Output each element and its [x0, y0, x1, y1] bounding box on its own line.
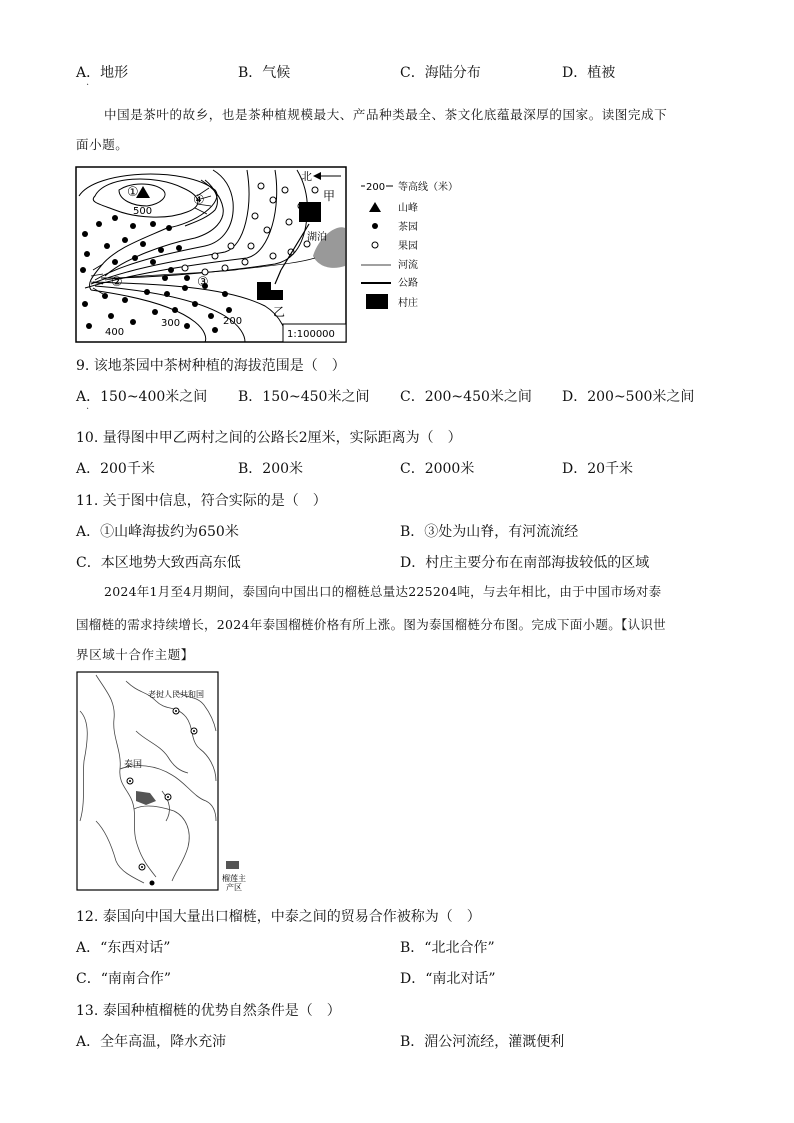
passage2-line2: 国榴梿的需求持续增长，2024年泰国榴梿价格有所上涨。图为泰国榴梿分布图。完成下面小题。【认识世: [76, 617, 666, 632]
legend-orchard-label: 果园: [398, 241, 418, 252]
passage1-line2: 面小题。: [76, 137, 129, 152]
contour-400-label: 400: [105, 327, 125, 338]
point-1-label: ①: [127, 185, 139, 200]
q10-option-c[interactable]: C．2000米: [400, 461, 475, 477]
q13-stem: 13. 泰国种植榴梿的优势自然条件是（ ）: [76, 1003, 341, 1019]
q9-option-d[interactable]: D．200~500米之间: [562, 389, 695, 405]
legend-contour-value: 200: [366, 182, 386, 193]
passage1-line1: 中国是茶叶的故乡，也是茶种植规模最大、产品种类最全、茶文化底蕴最深厚的国家。读图完成下: [104, 107, 668, 122]
q11-option-a[interactable]: A．①山峰海拔约为650米: [76, 524, 239, 540]
q8-option-a[interactable]: A．地形: [76, 65, 129, 81]
thailand-durian-map: [76, 671, 256, 893]
village-jia-icon: [299, 202, 321, 222]
legend-village-label: 村庄: [398, 298, 418, 309]
q10-stem: 10. 量得图中甲乙两村之间的公路长2厘米，实际距离为（ ）: [76, 430, 462, 446]
q10-option-b[interactable]: B．200米: [238, 461, 304, 477]
q9-option-c[interactable]: C．200~450米之间: [400, 389, 532, 405]
q11-stem: 11. 关于图中信息，符合实际的是（ ）: [76, 493, 327, 509]
q8-option-d[interactable]: D．植被: [562, 65, 616, 81]
city-marker: [150, 881, 155, 886]
q12-stem: 12. 泰国向中国大量出口榴梿，中泰之间的贸易合作被称为（ ）: [76, 909, 481, 925]
lake-label: 湖泊: [307, 232, 327, 243]
legend-orchard-icon: [372, 242, 378, 248]
q13-option-b[interactable]: B．湄公河流经，灌溉便利: [400, 1034, 565, 1050]
legend-contour-label: 等高线（米）: [398, 182, 458, 193]
q11-option-c[interactable]: C．本区地势大致西高东低: [76, 555, 241, 571]
country-label: 老挝人民共和国: [148, 690, 204, 699]
point-2-label: ②: [111, 275, 123, 290]
q9-stem: 9. 该地茶园中茶树种植的海拔范围是（ ）: [76, 358, 346, 374]
bullet-mark: ·: [86, 404, 90, 415]
contour-500-label: 500: [133, 206, 153, 217]
q8-option-c[interactable]: C．海陆分布: [400, 65, 481, 81]
q10-option-a[interactable]: A．200千米: [76, 461, 155, 477]
map-frame: [77, 672, 218, 890]
q8-option-b[interactable]: B．气候: [238, 65, 291, 81]
q11-option-d[interactable]: D．村庄主要分布在南部海拔较低的区域: [400, 555, 650, 571]
scale-label: 1:100000: [287, 329, 335, 340]
q12-option-a[interactable]: A．“东西对话”: [76, 940, 171, 956]
q13-option-a[interactable]: A．全年高温，降水充沛: [76, 1034, 227, 1050]
point-4-label: ④: [193, 193, 205, 208]
legend-durian-line1: 榴莲主: [222, 874, 246, 883]
q9-option-a[interactable]: A．150~400米之间: [76, 389, 208, 405]
contour-300-label: 300: [161, 318, 181, 329]
label-yi: 乙: [273, 305, 286, 319]
contour-200-label: 200: [223, 316, 243, 327]
passage2-line3: 界区域十合作主题】: [76, 647, 194, 662]
legend-tea-icon: [372, 223, 378, 229]
q9-option-b[interactable]: B．150~450米之间: [238, 389, 370, 405]
q12-option-c[interactable]: C．“南南合作”: [76, 971, 172, 987]
legend-peak-icon: [369, 202, 381, 212]
legend-village-icon: [366, 294, 388, 309]
legend-road-label: 公路: [398, 278, 418, 289]
label-jia: 甲: [323, 189, 336, 203]
q11-option-b[interactable]: B．③处为山脊，有河流流经: [400, 524, 579, 540]
legend-durian-line2: 产区: [226, 883, 242, 892]
q12-option-b[interactable]: B．“北北合作”: [400, 940, 495, 956]
tea-contour-map: [75, 166, 475, 344]
legend-durian-icon: [226, 861, 239, 869]
legend-tea-label: 茶园: [398, 222, 418, 233]
passage2-line1: 2024年1月至4月期间，泰国向中国出口的榴梿总量达225204吨，与去年相比，由于中国市场对泰: [104, 584, 662, 599]
thailand-label: 泰国: [124, 760, 143, 770]
q10-option-d[interactable]: D．20千米: [562, 461, 634, 477]
point-3-label: ③: [197, 275, 209, 290]
legend-peak-label: 山峰: [398, 203, 418, 214]
q12-option-d[interactable]: D．“南北对话”: [400, 971, 496, 987]
north-label: 北: [301, 170, 312, 183]
bullet-mark: ·: [86, 80, 90, 91]
legend-river-label: 河流: [398, 260, 418, 271]
